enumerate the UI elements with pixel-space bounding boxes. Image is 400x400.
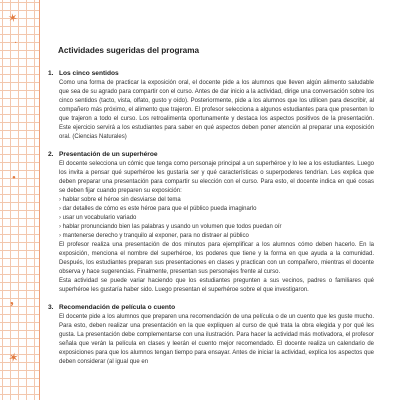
section-paragraph: Como una forma de practicar la exposición oral, el docente pide a los alumnos que lleven algún alimento saludable que sea de su agrado para compartir con el curso. Antes de dar inicio a la actividad, dirige una conversación sobre los cinco sentidos (tacto, vista, olfato, gusto y oído). Posteriormente, pide a los alumnos que los utilicen para describir, al compañero más próximo, el alimento que trajeron. El profesor selecciona a algunos estudiantes para que presenten lo que trajeron a todo el curso. Los retroalimenta oportunamente y destaca los aspectos positivos de la presentación. Este ejercicio servirá a los estudiantes para saber en qué aspectos deben poner atención al preparar una exposición oral. (Ciencias Naturales) — [59, 80, 374, 140]
list-item: › dar detalles de cómo es este héroe para que el público pueda imaginarlo — [59, 205, 374, 214]
page-title: Actividades sugeridas del programa — [58, 46, 200, 55]
ink-dot-icon: • — [12, 172, 16, 184]
document-body — [48, 46, 374, 376]
activity-section — [48, 304, 374, 367]
section-paragraph: El docente pide a los alumnos que preparen una recomendación de una película o de un cuento que les guste mucho. Para esto, deben realizar una presentación en la que expliquen al curso de qué trata la obra elegida y por qué les gusta. La presentación debe complementarse con una ilustración. Para hacer la actividad más motivadora, el profesor señala que verán la película en clases y leerán el cuento mejor recomendado. El docente realiza un calendario de exposiciones para que los alumnos tengan tiempo para ensayar. Antes de iniciar la actividad, explica los aspectos que deben considerar (al igual que en — [59, 314, 374, 365]
bullet-list — [59, 196, 374, 241]
ink-splash-icon: ✶ — [6, 349, 21, 366]
activity-section — [48, 70, 374, 142]
section-paragraph: El docente selecciona un cómic que tenga como personaje principal a un superhéroe y lo lee a los estudiantes. Luego los invita a pensar qué superhéroe les gustaría ser y qué características o superpoderes tendrían. Les explica que deben preparar una presentación para compartir su elección con el curso. Para esto, el docente indica en qué cosas se deben fijar cuando preparen su exposición: — [59, 161, 374, 194]
section-title: Los cinco sentidos — [59, 70, 119, 77]
list-item: › usar un vocabulario variado — [59, 214, 374, 223]
section-heading — [48, 70, 374, 77]
section-heading — [48, 151, 374, 158]
section-title: Recomendación de película o cuento — [59, 304, 176, 311]
section-paragraph: Esta actividad se puede variar haciendo que los estudiantes pregunten a sus vecinos, padres o familiares qué superhéroe les gustaría haber sido. Luego presentan el superhéroe sobre el que investigaron. — [59, 278, 374, 293]
section-paragraph: El profesor realiza una presentación de dos minutos para ejemplificar a los alumnos cómo deben hacerlo. En la exposición, menciona el nombre del superhéroe, los poderes que tiene y la forma en que ayuda a la comunidad. Después, los estudiantes preparan sus presentaciones en clases y practican con un compañero, mientras el docente observa y hace sugerencias. Finalmente, presentan sus personajes frente al curso. — [59, 242, 374, 275]
section-heading — [48, 304, 374, 311]
section-number: 1. — [48, 70, 54, 77]
comma-doodle-icon: , — [10, 292, 14, 308]
ink-dot-icon: · — [14, 38, 18, 49]
section-number: 2. — [48, 151, 54, 158]
section-title: Presentación de un superhéroe — [59, 151, 158, 158]
list-item: › hablar pronunciando bien las palabras y usando un volumen que todos puedan oír — [59, 223, 374, 232]
graph-paper-margin — [0, 0, 40, 400]
list-item: › hablar sobre el héroe sin desviarse del tema — [59, 196, 374, 205]
activity-section — [48, 151, 374, 295]
section-number: 3. — [48, 304, 54, 311]
list-item: › mantenerse derecho y tranquilo al exponer, para no distraer al público — [59, 232, 374, 241]
ink-splash-icon: ✶ — [6, 10, 20, 26]
